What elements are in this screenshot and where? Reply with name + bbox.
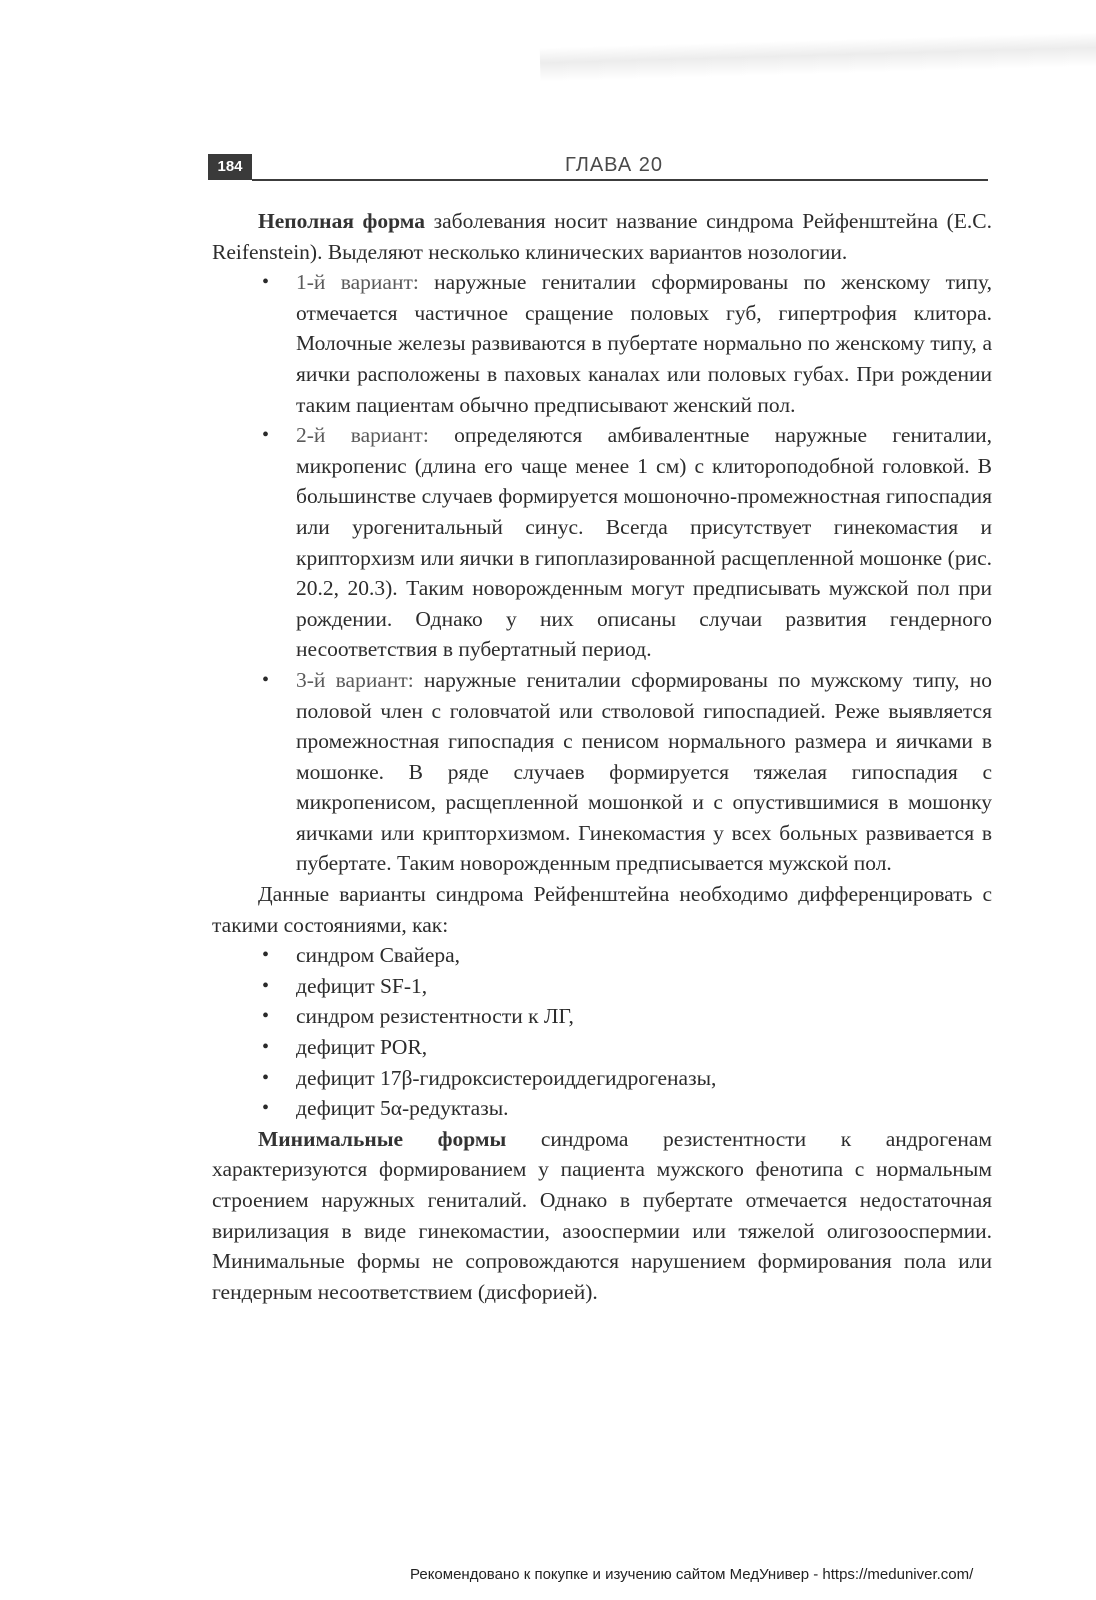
bullet-dot-icon: • bbox=[262, 1097, 270, 1120]
bullet-dot-icon: • bbox=[262, 944, 270, 967]
footer-recommendation: Рекомендовано к покупке и изучению сайтом МедУнивер - https://meduniver.com/ bbox=[410, 1566, 974, 1583]
differential-item bbox=[262, 1093, 992, 1124]
variant-label: 1-й вариант: bbox=[296, 270, 419, 295]
differential-item bbox=[262, 1032, 992, 1063]
differential-item-text: синдром Свайера, bbox=[296, 943, 461, 968]
bullet-dot-icon: • bbox=[262, 424, 270, 447]
intro-bold-term: Неполная форма bbox=[258, 209, 426, 233]
intro-paragraph bbox=[212, 206, 992, 267]
variant-label: 3-й вариант: bbox=[296, 667, 414, 692]
minimal-bold-term: Минимальные формы bbox=[258, 1126, 507, 1151]
variant-text: определяются амбивалентные наружные гениталии, микропенис (длина его чаще менее 1 см) с клитороподобной головкой. В большинстве случаев формируется мошоночно-промежностная гипоспадия или урогенитальный синус. Всегда присутствует гинекомастия и крипторхизм или яички в гипоплазированной расщепленной мошонке (рис. 20.2, 20.3). Таким новорожденным могут предписывать мужской пол при рождении. Однако у них описаны случаи развития гендерного несоответствия в пубертатный период. bbox=[296, 423, 992, 662]
differential-item-text: дефицит 5α-редуктазы. bbox=[296, 1096, 509, 1121]
minimal-forms-paragraph bbox=[212, 1124, 992, 1308]
differential-item bbox=[262, 940, 992, 971]
variant-item bbox=[262, 420, 992, 665]
differential-intro: Данные варианты синдрома Рейфенштейна необходимо дифференцировать с такими состояниями, как: bbox=[212, 882, 992, 937]
bullet-dot-icon: • bbox=[262, 271, 270, 294]
variant-item bbox=[262, 267, 992, 420]
differential-item-text: синдром резистентности к ЛГ, bbox=[296, 1004, 574, 1029]
variants-list bbox=[212, 267, 992, 879]
differential-item-text: дефицит SF-1, bbox=[296, 973, 428, 998]
bullet-dot-icon: • bbox=[262, 1066, 270, 1089]
differential-item-text: дефицит POR, bbox=[296, 1035, 428, 1060]
differential-item-text: дефицит 17β-гидроксистероиддегидрогеназы, bbox=[296, 1065, 717, 1090]
chapter-title: ГЛАВА 20 bbox=[565, 154, 663, 176]
differential-list bbox=[212, 940, 992, 1124]
page-number-badge: 184 bbox=[208, 154, 252, 180]
bullet-dot-icon: • bbox=[262, 974, 270, 997]
bullet-dot-icon: • bbox=[262, 1005, 270, 1028]
differential-item bbox=[262, 971, 992, 1002]
intro-text: заболевания носит название синдрома Рейфенштейна (E.C. Reifenstein). Выделяют несколько клинических вариантов нозологии. bbox=[212, 209, 992, 264]
page-body bbox=[212, 206, 992, 1307]
variant-label: 2-й вариант: bbox=[296, 423, 429, 448]
differential-item bbox=[262, 1001, 992, 1032]
variant-item bbox=[262, 665, 993, 879]
running-header bbox=[208, 150, 988, 182]
variant-text: наружные гениталии сформированы по женскому типу, отмечается частичное сращение половых губ, гипертрофия клитора. Молочные железы развиваются в пубертате нормально по женскому типу, а яички расположены в паховых каналах или половых губах. При рождении таким пациентам обычно предписывают женский пол. bbox=[296, 270, 992, 417]
differential-item bbox=[262, 1063, 992, 1094]
bullet-dot-icon: • bbox=[262, 668, 270, 691]
scan-edge-shadow bbox=[540, 32, 1096, 82]
minimal-text: синдрома резистентности к андрогенам характеризуются формированием у пациента мужского фенотипа с нормальным строением наружных гениталий. Однако в пубертате отмечается недостаточная вирилизация в виде гинекомастии, азооспермии или тяжелой олигозооспермии. Минимальные формы не сопровождаются нарушением формирования пола или гендерным несоответствием (дисфорией). bbox=[212, 1126, 992, 1304]
variant-text: наружные гениталии сформированы по мужскому типу, но половой член с головчатой или стволовой гипоспадией. Реже выявляется промежностная гипоспадия с пенисом нормального размера и яичками в мошонке. В ряде случаев формируется тяжелая гипоспадия с микропенисом, расщепленной мошонкой и с опустившимися в мошонку яичками или крипторхизмом. Гинекомастия у всех больных развивается в пубертате. Таким новорожденным предписывается мужской пол. bbox=[296, 667, 993, 876]
bullet-dot-icon: • bbox=[262, 1036, 270, 1059]
header-rule bbox=[252, 179, 988, 181]
